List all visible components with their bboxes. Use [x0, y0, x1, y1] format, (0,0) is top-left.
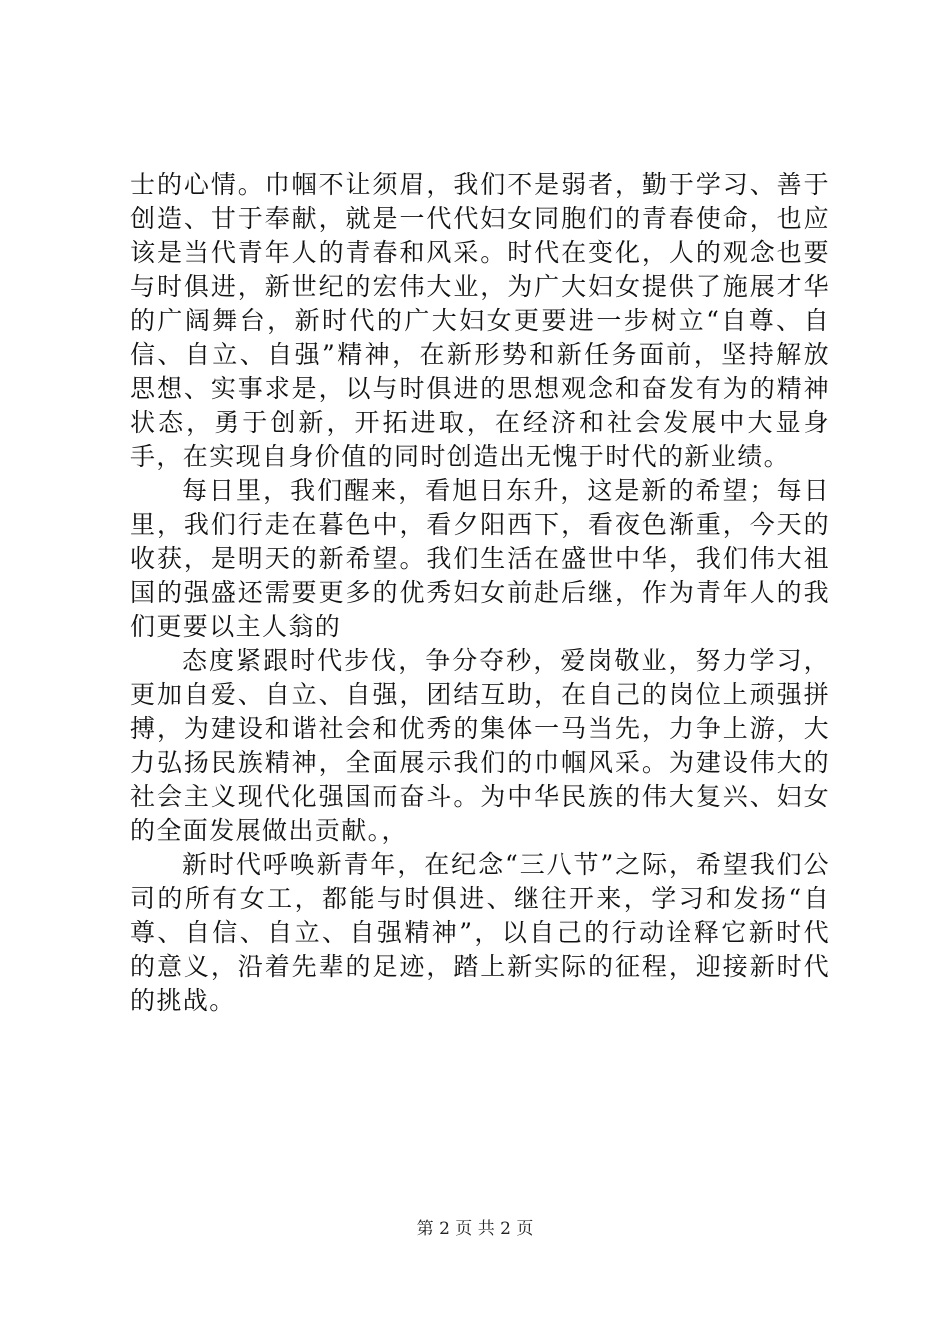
paragraph-2: 每日里，我们醒来，看旭日东升，这是新的希望；每日里，我们行走在暮色中，看夕阳西下，看夜色渐重，今天的收获，是明天的新希望。我们生活在盛世中华，我们伟大祖国的强盛还需要更多的优秀妇女前赴后继，作为青年人的我们更要以主人翁的	[130, 476, 830, 641]
paragraph-1: 士的心情。巾帼不让须眉，我们不是弱者，勤于学习、善于创造、甘于奉献，就是一代代妇女同胞们的青春使命，也应该是当代青年人的青春和风采。时代在变化，人的观念也要与时俱进，新世纪的宏伟大业，为广大妇女提供了施展才华的广阔舞台，新时代的广大妇女更要进一步树立“自尊、自信、自立、自强”精神，在新形势和新任务面前，坚持解放思想、实事求是，以与时俱进的思想观念和奋发有为的精神状态，勇于创新，开拓进取，在经济和社会发展中大显身手，在实现自身价值的同时创造出无愧于时代的新业绩。	[130, 170, 830, 471]
document-body	[130, 168, 830, 1018]
paragraph-3: 态度紧跟时代步伐，争分夺秒，爱岗敬业，努力学习，更加自爱、自立、自强，团结互助，在自己的岗位上顽强拼搏，为建设和谐社会和优秀的集体一马当先，力争上游，大力弘扬民族精神，全面展示我们的巾帼风采。为建设伟大的社会主义现代化强国而奋斗。为中华民族的伟大复兴、妇女的全面发展做出贡献。，	[130, 646, 830, 845]
paragraph-4: 新时代呼唤新青年，在纪念“三八节”之际，希望我们公司的所有女工，都能与时俱进、继往开来，学习和发扬“自尊、自信、自立、自强精神”，以自己的行动诠释它新时代的意义，沿着先辈的足迹，踏上新实际的征程，迎接新时代的挑战。	[130, 850, 830, 1015]
page-number-footer: 第 2 页 共 2 页	[416, 1219, 534, 1239]
